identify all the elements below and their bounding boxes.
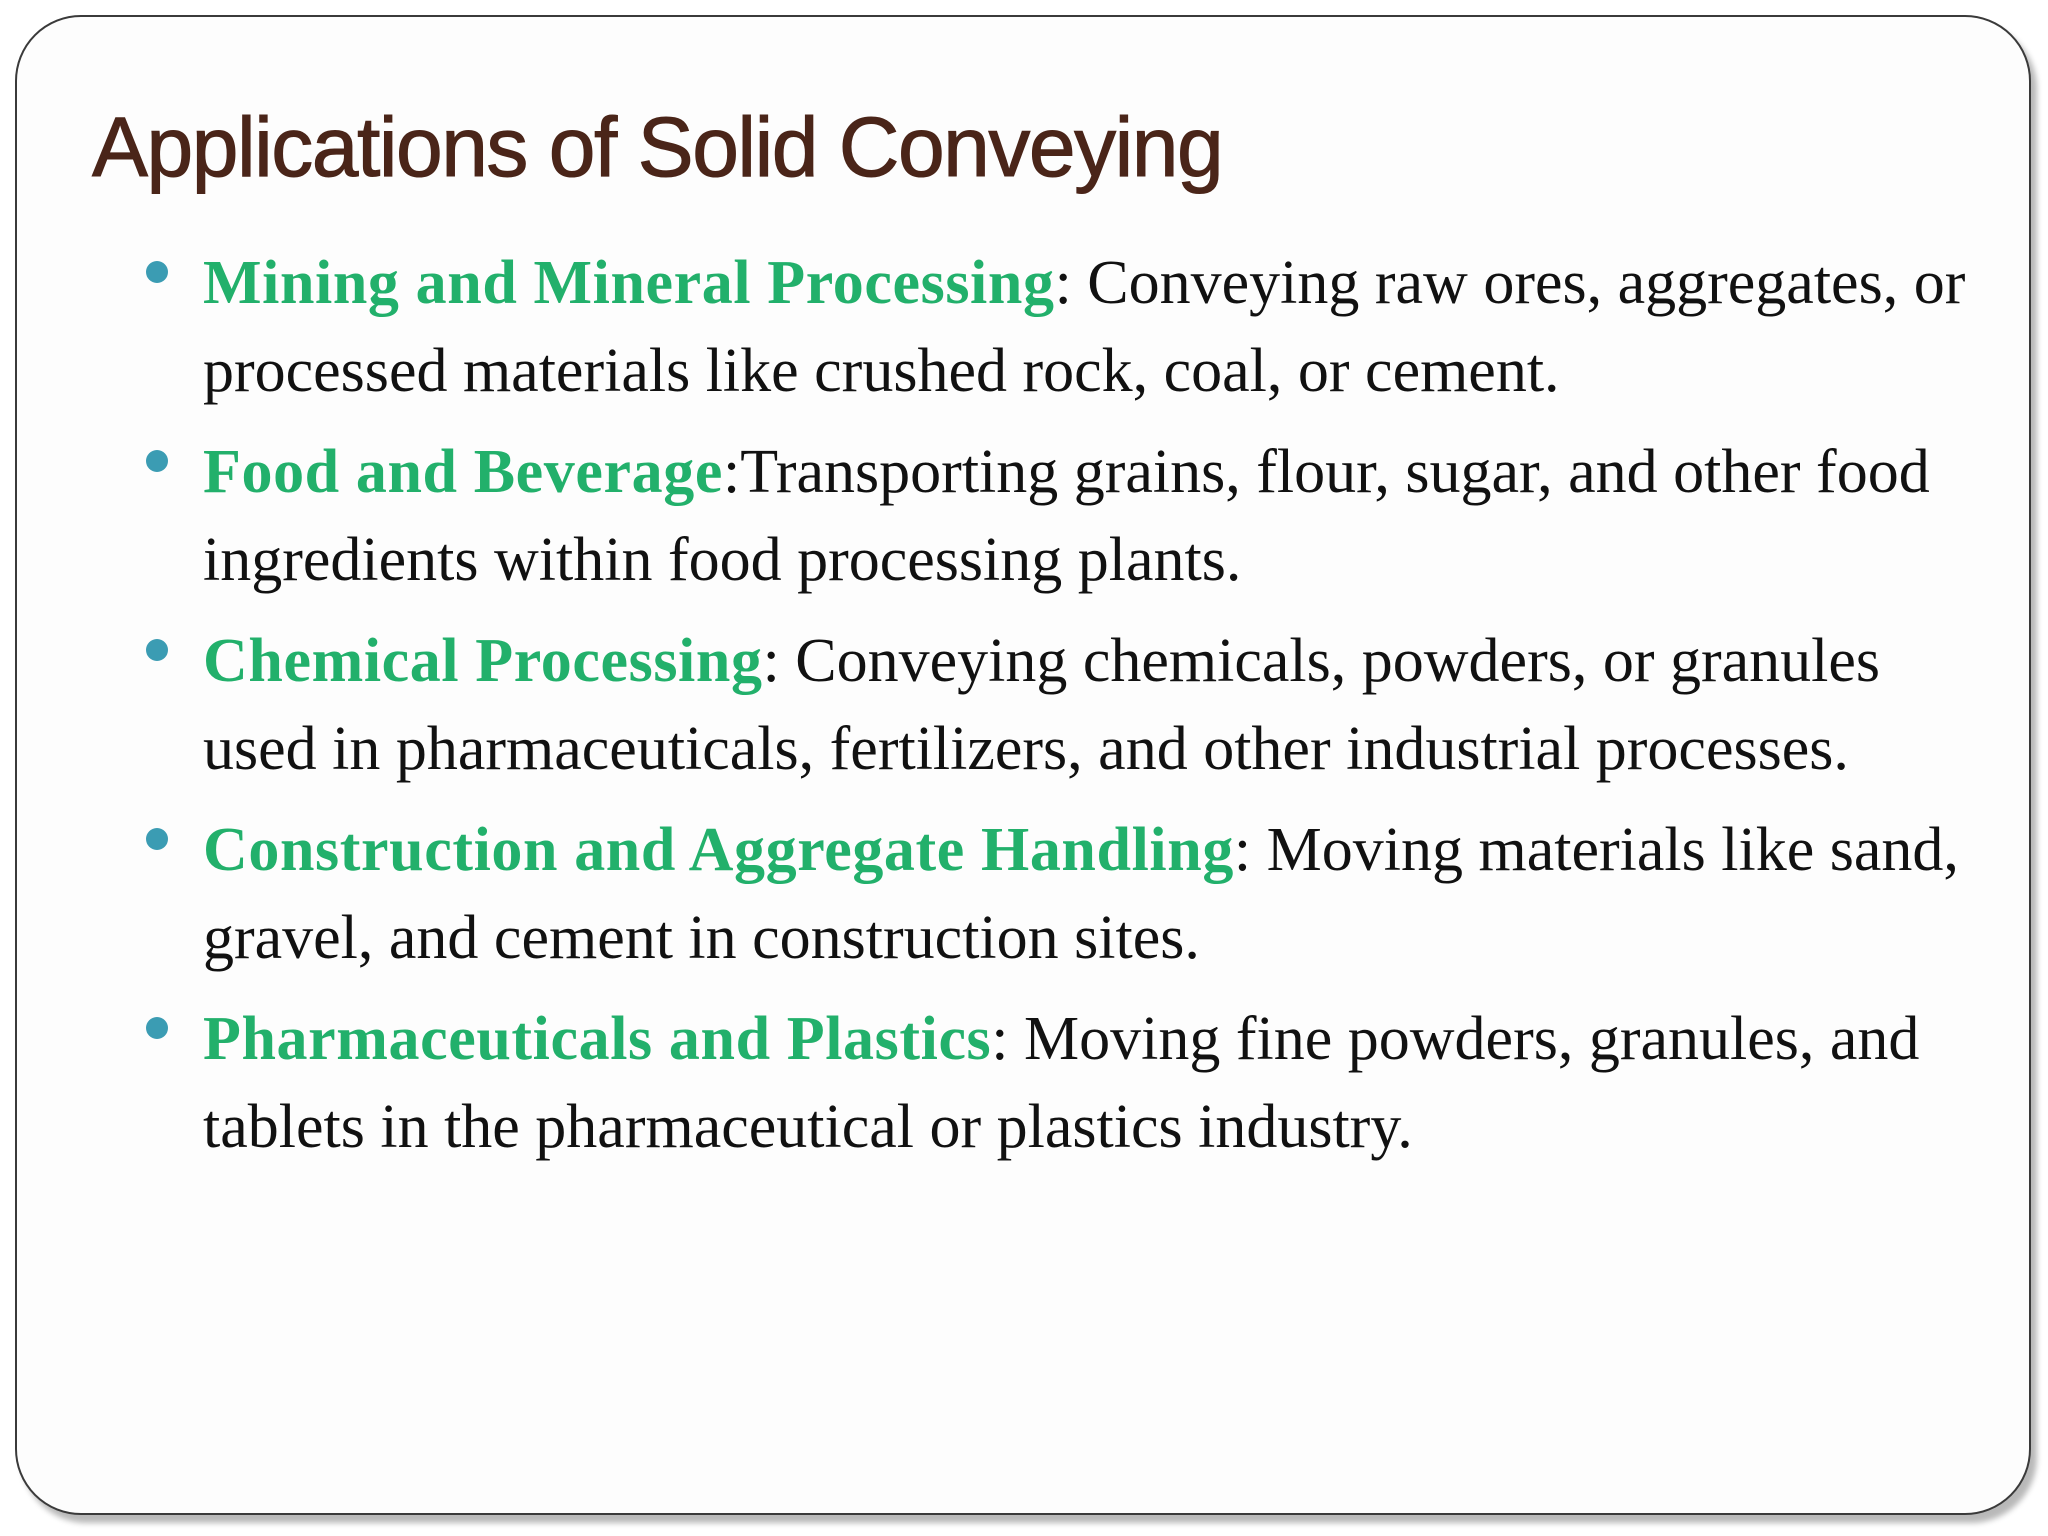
bullet-term: Mining and Mineral Processing <box>203 249 1055 317</box>
bullet-text: Moving fine powders, granules, and tablets in the pharmaceutical or plastics industry. <box>203 1005 1920 1161</box>
bullet-text: Transporting grains, flour, sugar, and other food ingredients within food processing plants. <box>203 438 1930 594</box>
bullet-dot-icon <box>146 1017 168 1039</box>
bullet-dot-icon <box>146 639 168 661</box>
bullet-item-pharma <box>203 995 1993 1171</box>
bullet-separator: : <box>1054 249 1088 317</box>
bullet-text: Moving materials like sand, gravel, and cement in construction sites. <box>203 816 1959 972</box>
bullet-term: Food and Beverage <box>203 438 723 506</box>
bullet-term: Construction and Aggregate Handling <box>203 816 1234 884</box>
bullet-separator: : <box>722 438 741 506</box>
bullet-item-food <box>203 428 1993 604</box>
slide-title: Applications of Solid Conveying <box>92 100 1223 194</box>
bullet-term: Pharmaceuticals and Plastics <box>203 1005 992 1073</box>
bullet-separator: : <box>762 627 796 695</box>
bullet-term: Chemical Processing <box>203 627 763 695</box>
bullet-item-mining <box>203 239 1993 415</box>
bullet-dot-icon <box>146 828 168 850</box>
slide <box>15 15 2031 1515</box>
bullet-item-construction <box>203 806 1993 982</box>
bullet-item-chemical <box>203 617 1993 793</box>
bullet-separator: : <box>991 1005 1025 1073</box>
bullet-text: Conveying chemicals, powders, or granules used in pharmaceuticals, fertilizers, and other industrial processes. <box>203 627 1881 783</box>
bullet-dot-icon <box>146 261 168 283</box>
bullet-separator: : <box>1233 816 1267 884</box>
bullet-text: Conveying raw ores, aggregates, or processed materials like crushed rock, coal, or cement. <box>203 249 1966 405</box>
bullet-list <box>203 239 1993 1184</box>
bullet-dot-icon <box>146 450 168 472</box>
